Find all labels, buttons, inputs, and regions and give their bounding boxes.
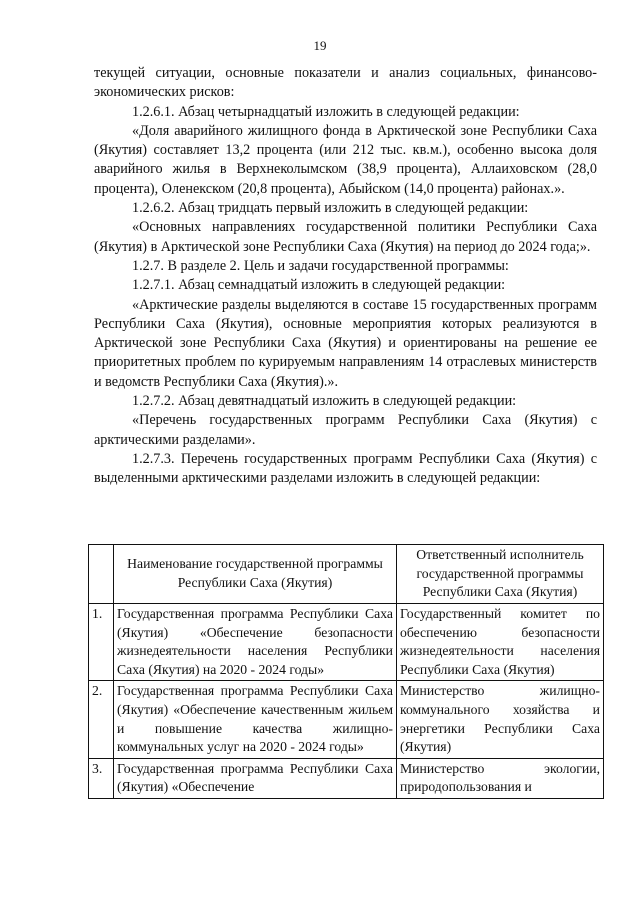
row-number: 1. (89, 604, 114, 681)
row-number: 2. (89, 681, 114, 758)
header-responsible: Ответственный исполнитель государственной программы Республики Саха (Якутия) (397, 545, 604, 604)
row-responsible: Государственный комитет по обеспечению безопасности жизнедеятельности населения Республики Саха (Якутия) (397, 604, 604, 681)
paragraph-quote-policy: «Основных направлениях государственной политики Республики Саха (Якутия) в Арктической зоне Республики Саха (Якутия) на период до 2024 года;». (94, 219, 597, 255)
page-number: 19 (313, 38, 327, 53)
row-program-name: Государственная программа Республики Саха (Якутия) «Обеспечение качественным жильем и повышение качества жилищно-коммунальных услуг на 2020 - 2024 годы» (114, 681, 397, 758)
paragraph-quote-housing: «Доля аварийного жилищного фонда в Арктической зоне Республики Саха (Якутия) составляет 13,2 процента (или 212 тыс. кв.м.), особенно высока доля аварийного жилья в Верхнеколымском (38,9 процента), Аллаиховском (28,0 процента), Оленекском (20,8 процента), Абыйском (14,0 процента) районах.». (94, 122, 597, 197)
table-row (89, 604, 604, 681)
programs-table (88, 544, 604, 799)
document-body (94, 64, 597, 489)
paragraph-1-2-7: 1.2.7. В разделе 2. Цель и задачи государственной программы: (132, 257, 509, 274)
paragraph-1-2-7-3: 1.2.7.3. Перечень государственных программ Республики Саха (Якутия) с выделенными арктическими разделами изложить в следующей редакции: (94, 450, 597, 487)
row-number: 3. (89, 758, 114, 798)
paragraph-quote-list: «Перечень государственных программ Республики Саха (Якутия) с арктическими разделами». (94, 412, 597, 448)
row-program-name: Государственная программа Республики Саха (Якутия) «Обеспечение безопасности жизнедеятельности населения Республики Саха (Якутия) на 2020 - 2024 годы» (114, 604, 397, 681)
row-responsible: Министерство экологии, природопользования и (397, 758, 604, 798)
paragraph-continuation: текущей ситуации, основные показатели и анализ социальных, финансово-экономических рисков: (94, 65, 597, 101)
paragraph-quote-arctic: «Арктические разделы выделяются в составе 15 государственных программ Республики Саха (Якутия), основные мероприятия которых реализуются в Арктической зоне Республики Саха (Якутия) и ориентированы на решение ее приоритетных проблем по курируемым направлениям 14 отраслевых министерств и ведомств Республики Саха (Якутия).». (94, 296, 597, 390)
row-program-name: Государственная программа Республики Саха (Якутия) «Обеспечение (114, 758, 397, 798)
table-header-row (89, 545, 604, 604)
paragraph-1-2-7-1: 1.2.7.1. Абзац семнадцатый изложить в следующей редакции: (132, 277, 506, 294)
table-row (89, 758, 604, 798)
paragraph-1-2-6-2: 1.2.6.2. Абзац тридцать первый изложить в следующей редакции: (132, 200, 529, 217)
paragraph-1-2-7-2: 1.2.7.2. Абзац девятнадцатый изложить в следующей редакции: (132, 393, 517, 410)
header-program-name: Наименование государственной программы Республики Саха (Якутия) (114, 545, 397, 604)
table-row (89, 681, 604, 758)
row-responsible: Министерство жилищно-коммунального хозяйства и энергетики Республики Саха (Якутия) (397, 681, 604, 758)
paragraph-1-2-6-1: 1.2.6.1. Абзац четырнадцатый изложить в следующей редакции: (132, 103, 520, 120)
header-number (89, 545, 114, 604)
